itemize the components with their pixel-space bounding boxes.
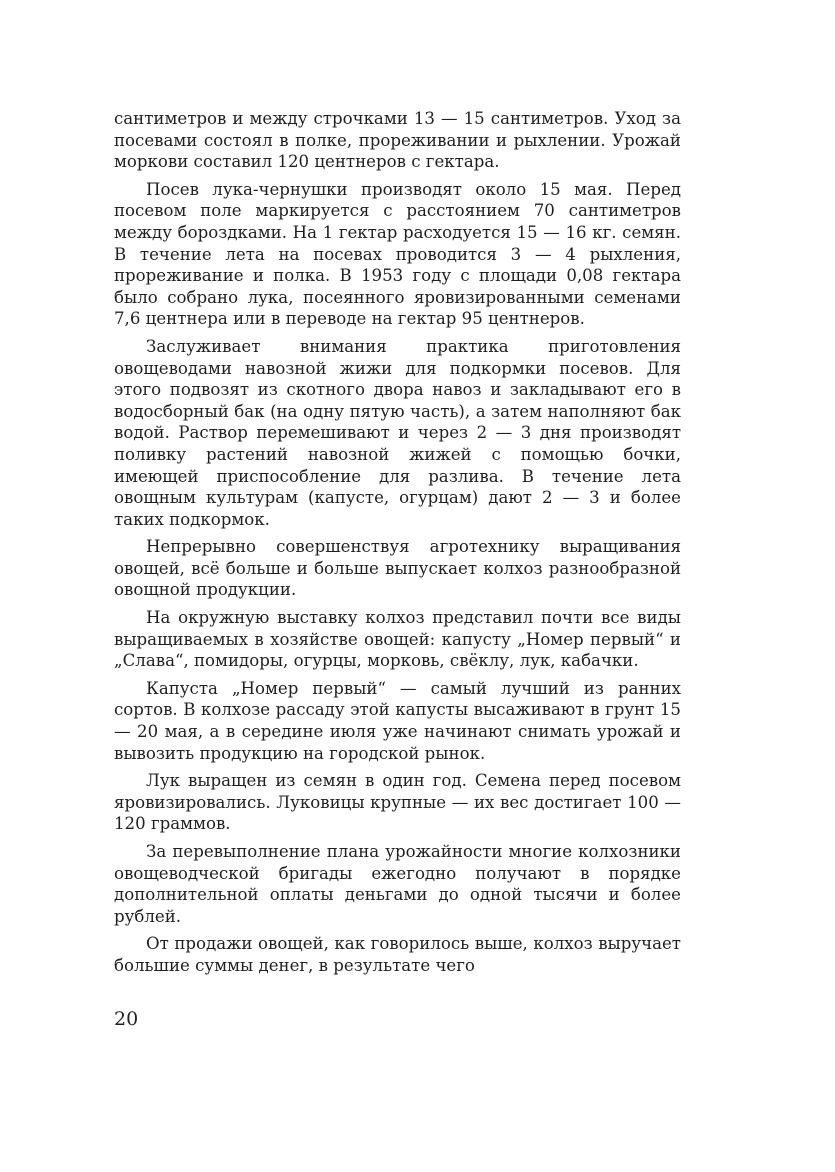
page-number: 20 xyxy=(114,1008,139,1030)
paragraph-7: Лук выращен из семян в один год. Семена перед посевом яровизировались. Луковицы крупные — их вес достигает 100 — 120 граммов. xyxy=(114,771,681,834)
paragraph-5: На окружную выставку колхоз представил почти все виды выращиваемых в хозяйстве овощей: капусту „Номер первый“ и „Слава“, помидоры, огурцы, морковь, свёклу, лук, кабачки. xyxy=(114,608,681,671)
paragraph-1: сантиметров и между строчками 13 — 15 сантиметров. Уход за посевами состоял в полке, прореживании и рыхлении. Урожай моркови составил 120 центнеров с гектара. xyxy=(114,109,681,172)
paragraph-3: Заслуживает внимания практика приготовления овощеводами навозной жижи для подкормки посевов. Для этого подвозят из скотного двора навоз и закладывают его в водосборный бак (на одну пятую часть), а затем наполняют бак водой. Раствор перемешивают и через 2 — 3 дня производят поливку растений навозной жижей с помощью бочки, имеющей приспособление для разлива. В течение лета овощным культурам (капусте, огурцам) дают 2 — 3 и более таких подкормок. xyxy=(114,336,681,529)
paragraph-8: За перевыполнение плана урожайности многие колхозники овощеводческой бригады ежегодно получают в порядке дополнительной оплаты деньгами до одной тысячи и более рублей. xyxy=(114,842,681,926)
page-body xyxy=(114,108,681,983)
paragraph-2: Посев лука-чернушки производят около 15 мая. Перед посевом поле маркируется с расстоянием 70 сантиметров между бороздками. На 1 гектар расходуется 15 — 16 кг. семян. В течение лета на посевах проводится 3 — 4 рыхления, прореживание и полка. В 1953 году с площади 0,08 гектара было собрано лука, посеянного яровизированными семенами 7,6 центнера или в переводе на гектар 95 центнеров. xyxy=(114,179,681,329)
paragraph-9: От продажи овощей, как говорилось выше, колхоз выручает большие суммы денег, в результате чего xyxy=(114,934,681,975)
paragraph-6: Капуста „Номер первый“ — самый лучший из ранних сортов. В колхозе рассаду этой капусты высаживают в грунт 15 — 20 мая, а в середине июля уже начинают снимать урожай и вывозить продукцию на городской рынок. xyxy=(114,678,681,763)
paragraph-4: Непрерывно совершенствуя агротехнику выращивания овощей, всё больше и больше выпускает колхоз разнообразной овощной продукции. xyxy=(114,537,681,600)
